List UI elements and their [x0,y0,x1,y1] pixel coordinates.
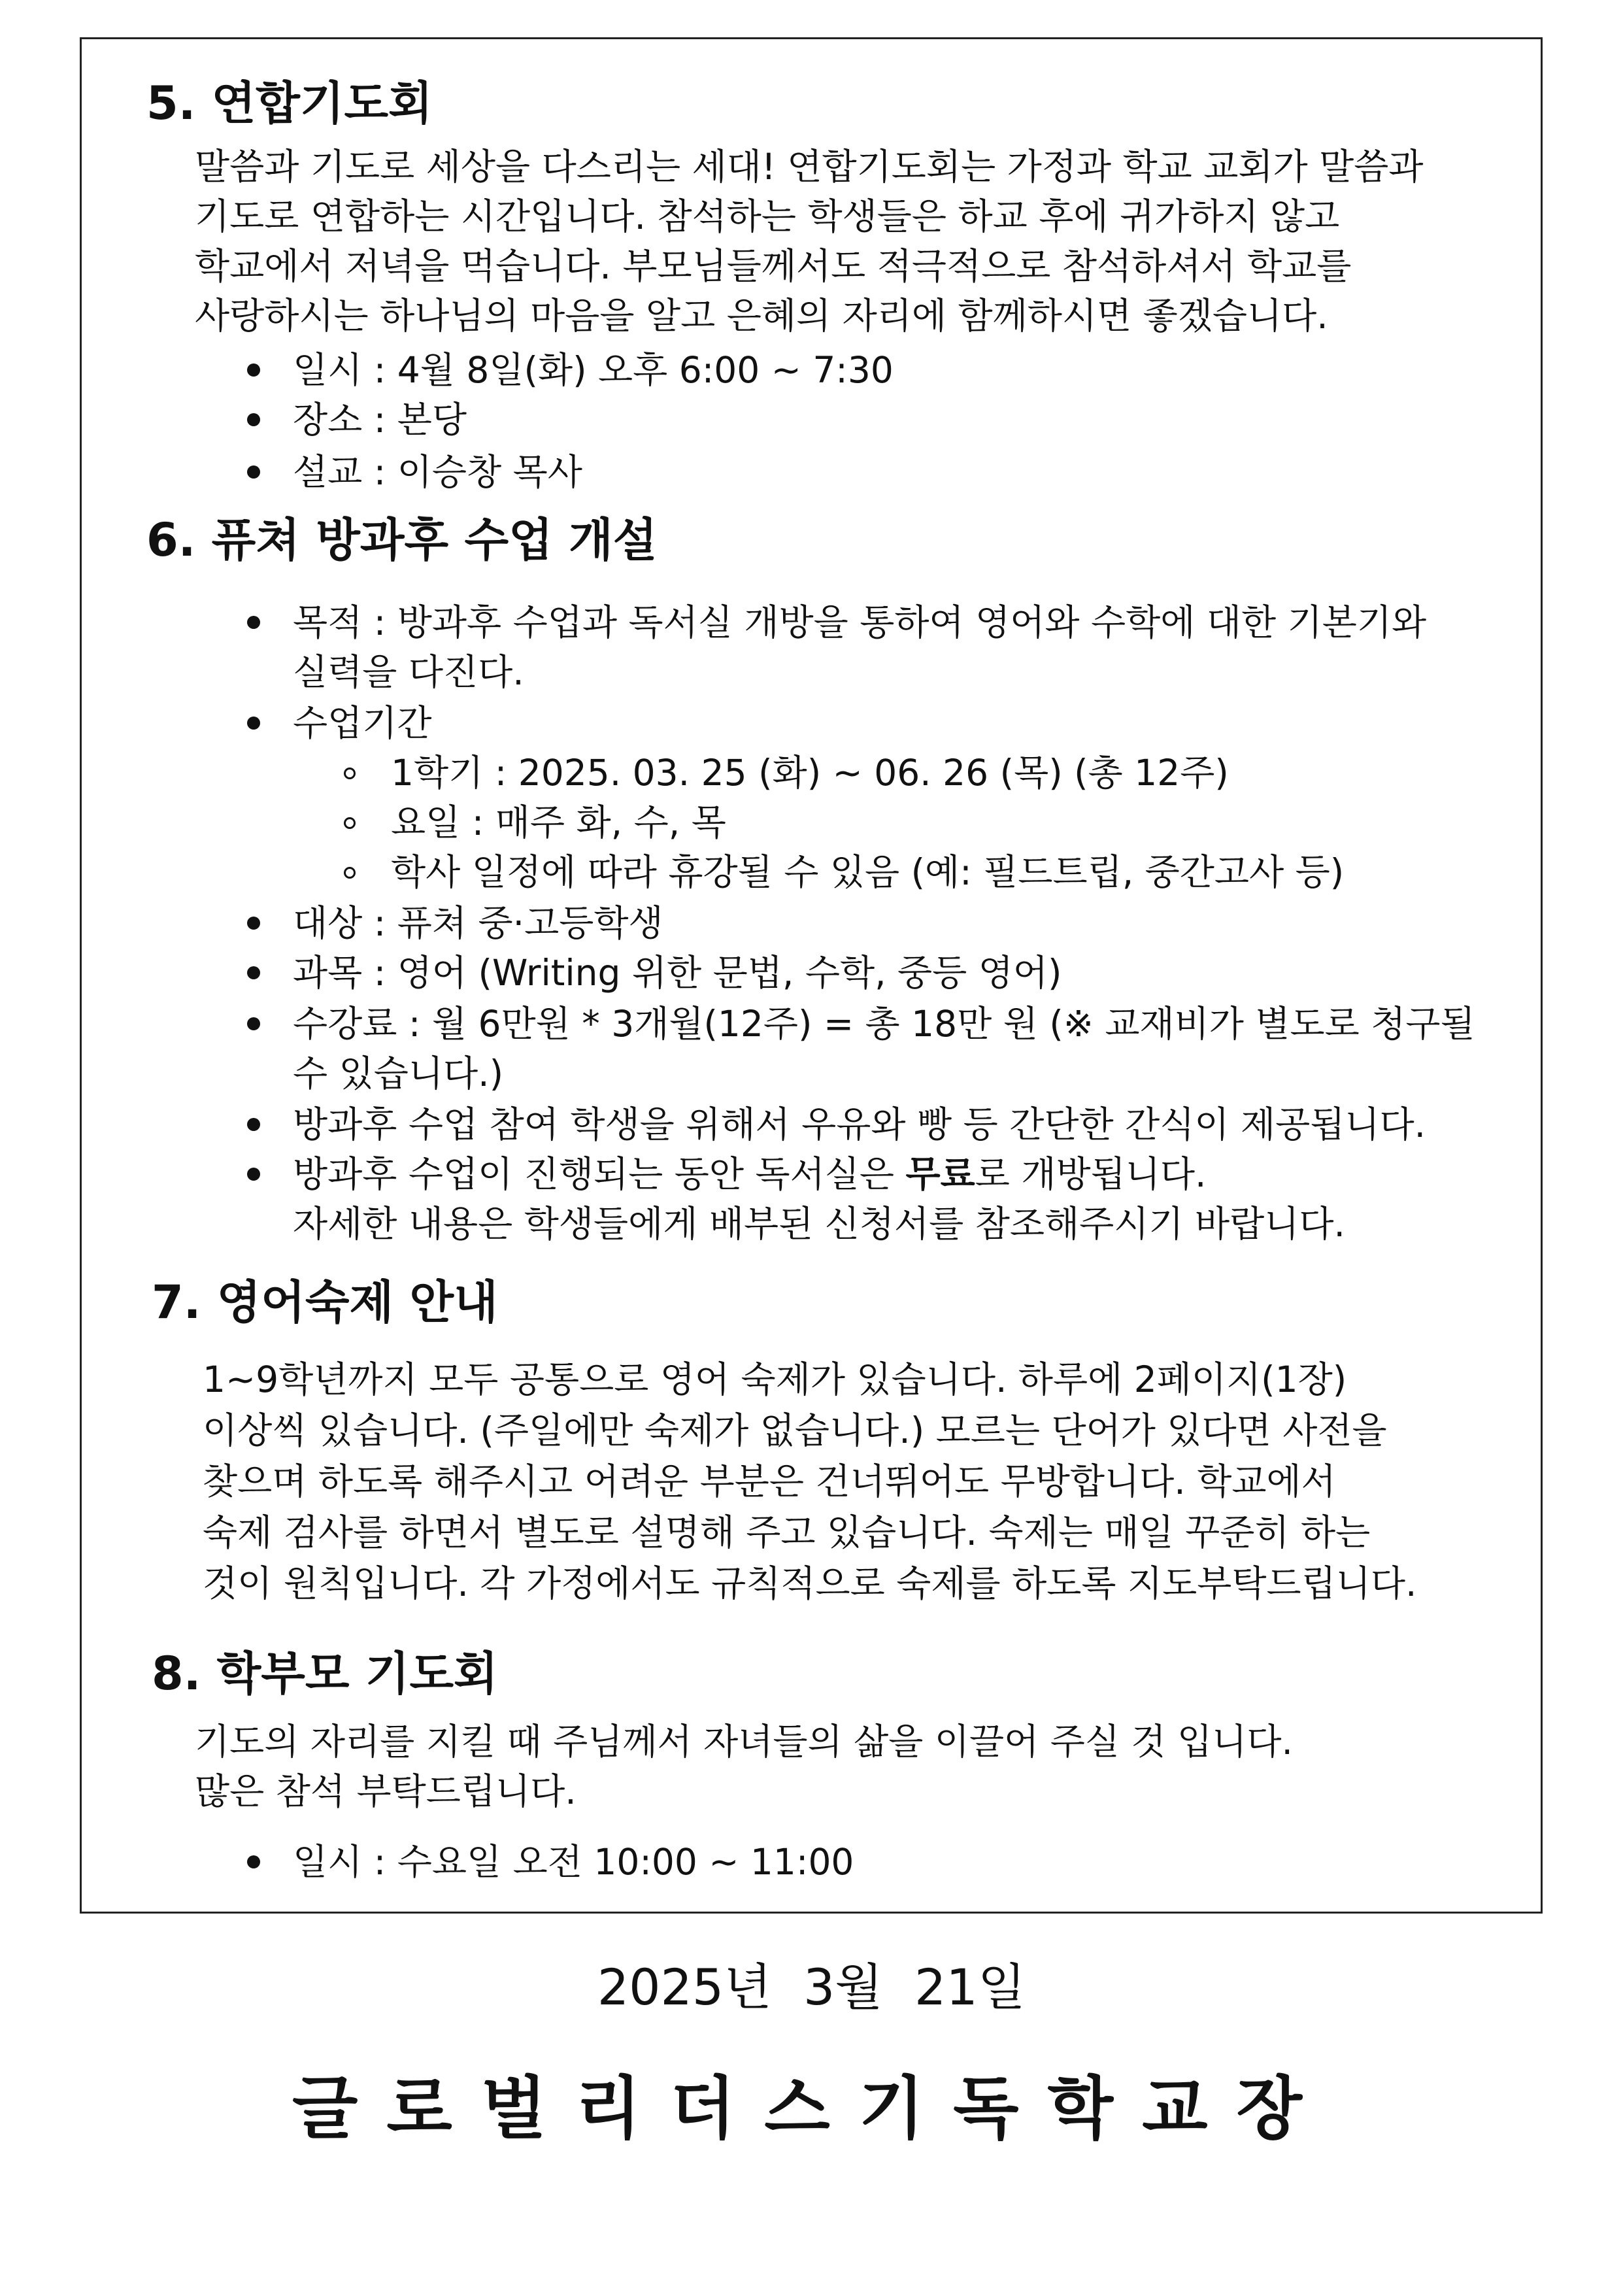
section-6-purpose: 목적 : 방과후 수업과 독서실 개방을 통하여 영어와 수학에 대한 기본기와 [293,601,1427,643]
bullet-icon [247,465,260,479]
bullet-icon [247,413,260,426]
bullet-icon [247,1855,260,1868]
section-7-para-line: 숙제 검사를 하면서 별도로 설명해 주고 있습니다. 숙제는 매일 꾸준히 하는 [203,1511,1371,1553]
section-5-para-line: 사랑하시는 하나님의 마음을 알고 은혜의 자리에 함께하시면 좋겠습니다. [195,295,1328,337]
section-5-heading: 5. 연합기도회 [146,76,433,130]
section-5-bullet: 일시 : 4월 8일(화) 오후 6:00 ~ 7:30 [293,349,894,391]
school-signature: 글로벌리더스기독학교장 [292,2068,1331,2148]
section-6-study-room [293,1149,1207,1199]
bullet-icon [247,1168,260,1181]
issue-date: 2025년 3월 21일 [597,1958,1026,2016]
section-7-heading: 7. 영어숙제 안내 [152,1275,498,1329]
section-6-fee-cont: 수 있습니다.) [293,1053,504,1094]
section-6-heading: 6. 퓨쳐 방과후 수업 개설 [146,513,658,567]
sub-bullet-icon [344,768,356,779]
section-8-bullet: 일시 : 수요일 오전 10:00 ~ 11:00 [293,1841,854,1883]
section-6-subjects: 과목 : 영어 (Writing 위한 문법, 수학, 중등 영어) [293,952,1062,994]
section-7-para-line: 찾으며 하도록 해주시고 어려운 부분은 건너뛰어도 무방합니다. 학교에서 [203,1460,1336,1502]
sub-bullet-icon [344,817,356,829]
study-room-text-end: 로 개방됩니다. [975,1153,1207,1195]
bullet-icon [247,966,260,979]
bullet-icon [247,1118,260,1131]
study-room-free: 무료 [905,1153,975,1195]
section-6-snack: 방과후 수업 참여 학생을 위해서 우유와 빵 등 간단한 간식이 제공됩니다. [293,1104,1426,1145]
section-6-period-item: 학사 일정에 따라 휴강될 수 있음 (예: 필드트립, 중간고사 등) [391,851,1345,893]
section-8-para-line: 많은 참석 부탁드립니다. [195,1770,577,1812]
section-5-para-line: 말씀과 기도로 세상을 다스리는 세대! 연합기도회는 가정과 학교 교회가 말씀과 [195,146,1424,188]
section-7-para-line: 것이 원칙입니다. 각 가정에서도 규칙적으로 숙제를 하도록 지도부탁드립니다. [203,1562,1417,1604]
section-5-para-line: 기도로 연합하는 시간입니다. 참석하는 학생들은 하교 후에 귀가하지 않고 [195,195,1340,237]
section-6-period-item: 1학기 : 2025. 03. 25 (화) ~ 06. 26 (목) (총 12주) [391,752,1229,794]
bullet-icon [247,616,260,629]
section-8-heading: 8. 학부모 기도회 [152,1647,498,1700]
section-6-fee: 수강료 : 월 6만원 * 3개월(12주) = 총 18만 원 (※ 교재비가 별도로 청구될 [293,1003,1475,1045]
section-5-para-line: 학교에서 저녁을 먹습니다. 부모님들께서도 적극적으로 참석하셔서 학교를 [195,245,1352,287]
section-6-period-label: 수업기간 [293,702,432,744]
bullet-icon [247,363,260,377]
bullet-icon [247,1017,260,1030]
bullet-icon [247,917,260,930]
section-7-para-line: 1~9학년까지 모두 공통으로 영어 숙제가 있습니다. 하루에 2페이지(1장) [203,1359,1347,1400]
section-6-period-item: 요일 : 매주 화, 수, 목 [391,802,726,843]
sub-bullet-icon [344,867,356,879]
section-6-target: 대상 : 퓨쳐 중·고등학생 [293,902,663,944]
study-room-text: 방과후 수업이 진행되는 동안 독서실은 [293,1153,906,1195]
bullet-icon [247,717,260,730]
section-5-bullet: 장소 : 본당 [293,399,467,441]
section-8-para-line: 기도의 자리를 지킬 때 주님께서 자녀들의 삶을 이끌어 주실 것 입니다. [195,1721,1293,1763]
section-5-bullet: 설교 : 이승창 목사 [293,451,582,493]
section-6-purpose-cont: 실력을 다진다. [293,651,524,693]
section-7-para-line: 이상씩 있습니다. (주일에만 숙제가 없습니다.) 모르는 단어가 있다면 사전을 [203,1410,1387,1451]
section-6-note: 자세한 내용은 학생들에게 배부된 신청서를 참조해주시기 바랍니다. [293,1203,1346,1245]
